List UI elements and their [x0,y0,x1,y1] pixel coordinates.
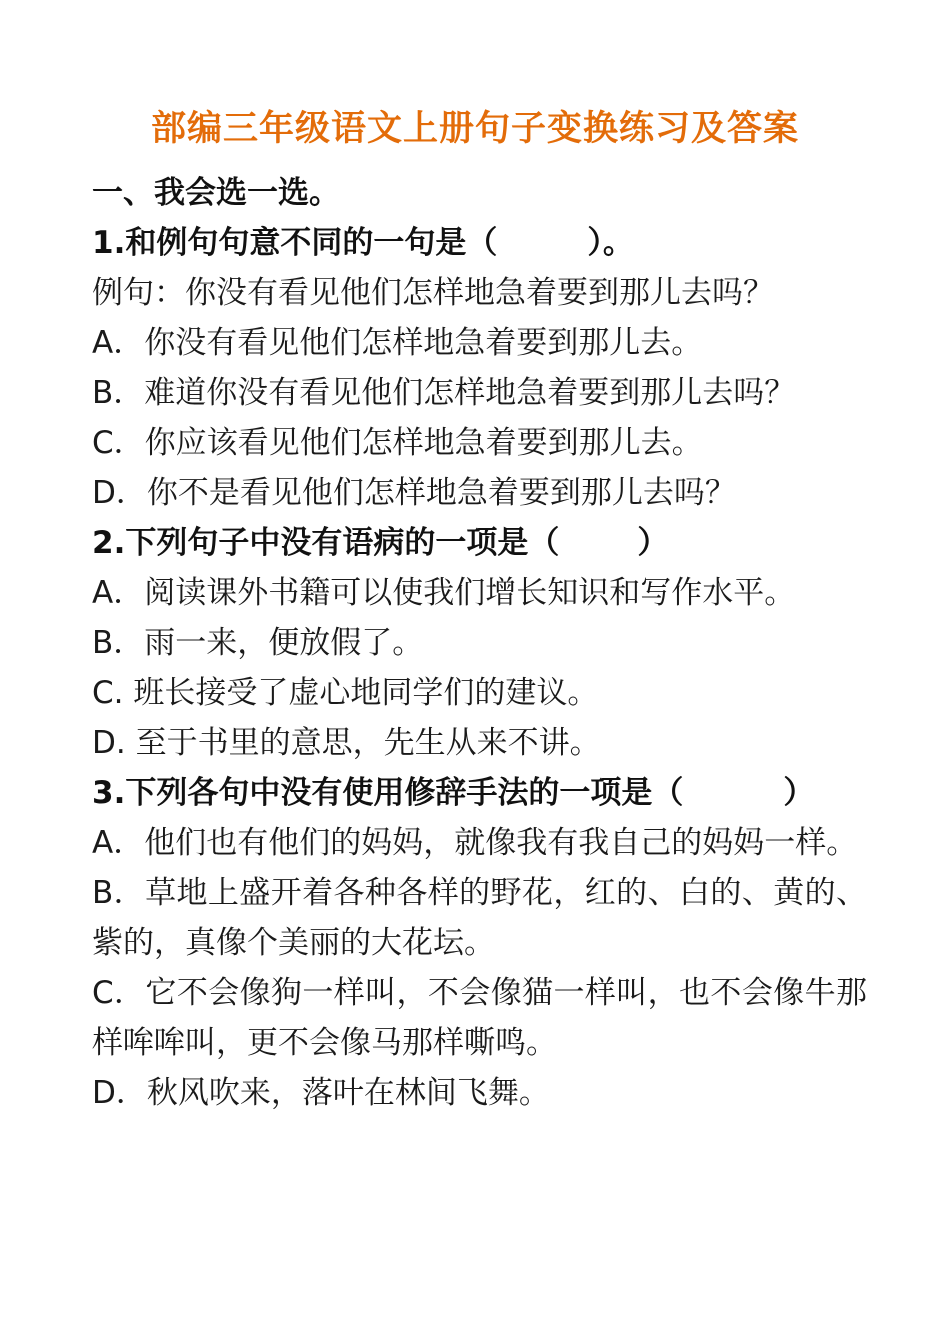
document-content [92,168,867,1118]
question-2-stem-text: 2.下列句子中没有语病的一项是（ [92,525,560,561]
question-2-option-a: A．阅读课外书籍可以使我们增长知识和写作水平。 [92,575,796,611]
document-title: 部编三年级语文上册句子变换练习及答案 [150,109,799,149]
question-2-option-c: C. 班长接受了虚心地同学们的建议。 [92,675,599,711]
question-1-option-c: C．你应该看见他们怎样地急着要到那儿去。 [92,425,703,461]
question-3-option-b: B．草地上盛开着各种各样的野花，红的、白的、黄的、紫的，真像个美丽的大花坛。 [92,875,867,961]
question-1-stem [92,218,867,268]
question-1-stem-end: ）。 [587,225,634,261]
question-1-option-d: D．你不是看见他们怎样地急着要到那儿去吗？ [92,475,736,511]
section-heading: 一、我会选一选。 [92,175,340,211]
question-1-option-b: B．难道你没有看见他们怎样地急着要到那儿去吗？ [92,375,796,411]
question-2-option-b: B．雨一来，便放假了。 [92,625,424,661]
question-1-example: 例句：你没有看见他们怎样地急着要到那儿去吗？ [92,275,774,311]
question-3-option-a: A．他们也有他们的妈妈，就像我有我自己的妈妈一样。 [92,825,858,861]
question-3-stem-end: ） [783,775,815,811]
question-2-option-d: D. 至于书里的意思，先生从来不讲。 [92,725,601,761]
question-3-stem-text: 3.下列各句中没有使用修辞手法的一项是（ [92,775,684,811]
question-1-option-a: A．你没有看见他们怎样地急着要到那儿去。 [92,325,703,361]
question-1-stem-text: 1.和例句句意不同的一句是（ [92,225,498,261]
question-2-stem-end: ） [637,525,669,561]
question-2-stem [92,518,867,568]
question-3-stem [92,768,867,818]
question-3-option-c: C．它不会像狗一样叫，不会像猫一样叫，也不会像牛那样哞哞叫，更不会像马那样嘶鸣。 [92,975,867,1061]
question-3-option-d: D．秋风吹来，落叶在林间飞舞。 [92,1075,550,1111]
